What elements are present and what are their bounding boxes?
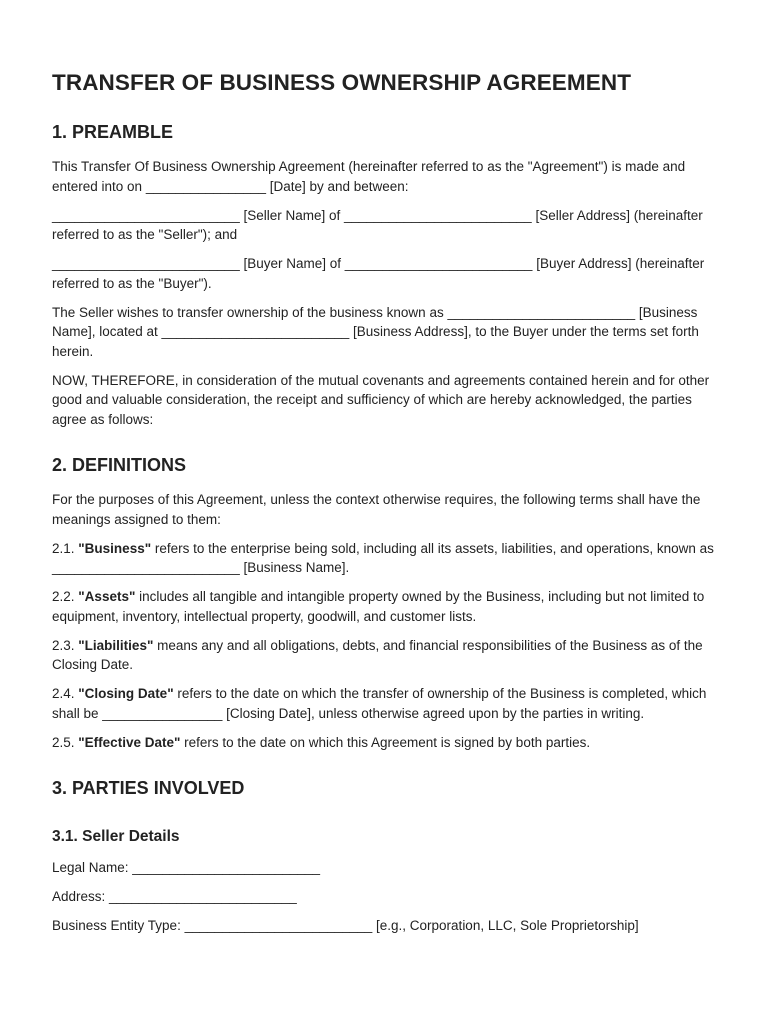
definition-item — [52, 733, 722, 753]
paragraph: For the purposes of this Agreement, unless the context otherwise requires, the following terms shall have the meanings assigned to them: — [52, 492, 701, 527]
entity-type-field: Business Entity Type: _________________________ [e.g., Corporation, LLC, Sole Proprietorship] — [52, 918, 639, 933]
definition-item — [52, 684, 722, 723]
section-heading: 3. PARTIES INVOLVED — [52, 778, 245, 798]
paragraph: This Transfer Of Business Ownership Agreement (hereinafter referred to as the "Agreement") is made and entered into on ________________ [Date] by and between: — [52, 159, 686, 194]
definition-term: "Effective Date" — [78, 734, 181, 750]
section-definitions — [52, 455, 722, 752]
document-page — [52, 70, 722, 945]
legal-name-field: Legal Name: _________________________ — [52, 860, 320, 875]
definition-term: "Assets" — [78, 589, 136, 604]
definition-text: refers to the date on which this Agreement is signed by both parties. — [180, 734, 591, 750]
definition-term: "Closing Date" — [78, 686, 174, 701]
definition-number: 2.1. — [52, 540, 79, 556]
definition-number: 2.2. — [52, 589, 79, 604]
address-field: Address: _________________________ — [52, 889, 297, 904]
definition-item — [52, 587, 722, 626]
definition-item — [52, 636, 722, 675]
definition-item — [52, 539, 722, 578]
paragraph: _________________________ [Seller Name] of _________________________ [Seller Address] (hereinafter referred to as the "Seller"); and — [52, 207, 703, 242]
section-heading: 1. PREAMBLE — [52, 122, 174, 142]
definition-term: "Business" — [78, 540, 152, 556]
paragraph: NOW, THEREFORE, in consideration of the mutual covenants and agreements contained herein and for other good and valuable consideration, the receipt and sufficiency of which are hereby acknowledged, the parties agree as follows: — [52, 372, 710, 427]
paragraph: The Seller wishes to transfer ownership of the business known as _________________________ [Business Name], located at _________________________ [Business Address], to the Buyer under the terms set forth herein. — [52, 304, 699, 359]
definition-text: means any and all obligations, debts, and financial responsibilities of the Business as of the Closing Date. — [52, 637, 703, 672]
paragraph: _________________________ [Buyer Name] of _________________________ [Buyer Address] (hereinafter referred to as the "Buyer"). — [52, 256, 705, 291]
definition-number: 2.4. — [52, 686, 79, 701]
section-parties — [52, 778, 722, 936]
section-preamble — [52, 122, 722, 429]
subsection-heading: 3.1. Seller Details — [52, 828, 180, 845]
definition-text: refers to the enterprise being sold, including all its assets, liabilities, and operations, known as _________________________ [Business Name]. — [52, 540, 714, 575]
definition-text: refers to the date on which the transfer of ownership of the Business is completed, which shall be ________________ [Closing Date], unless otherwise agreed upon by the parties in writing. — [52, 686, 707, 721]
definition-text: includes all tangible and intangible property owned by the Business, including but not limited to equipment, inventory, intellectual property, goodwill, and customer lists. — [52, 589, 705, 624]
section-heading: 2. DEFINITIONS — [52, 455, 187, 475]
document-title: TRANSFER OF BUSINESS OWNERSHIP AGREEMENT — [52, 70, 632, 95]
definition-number: 2.3. — [52, 637, 79, 653]
definition-number: 2.5. — [52, 734, 79, 750]
definition-term: "Liabilities" — [78, 637, 154, 653]
